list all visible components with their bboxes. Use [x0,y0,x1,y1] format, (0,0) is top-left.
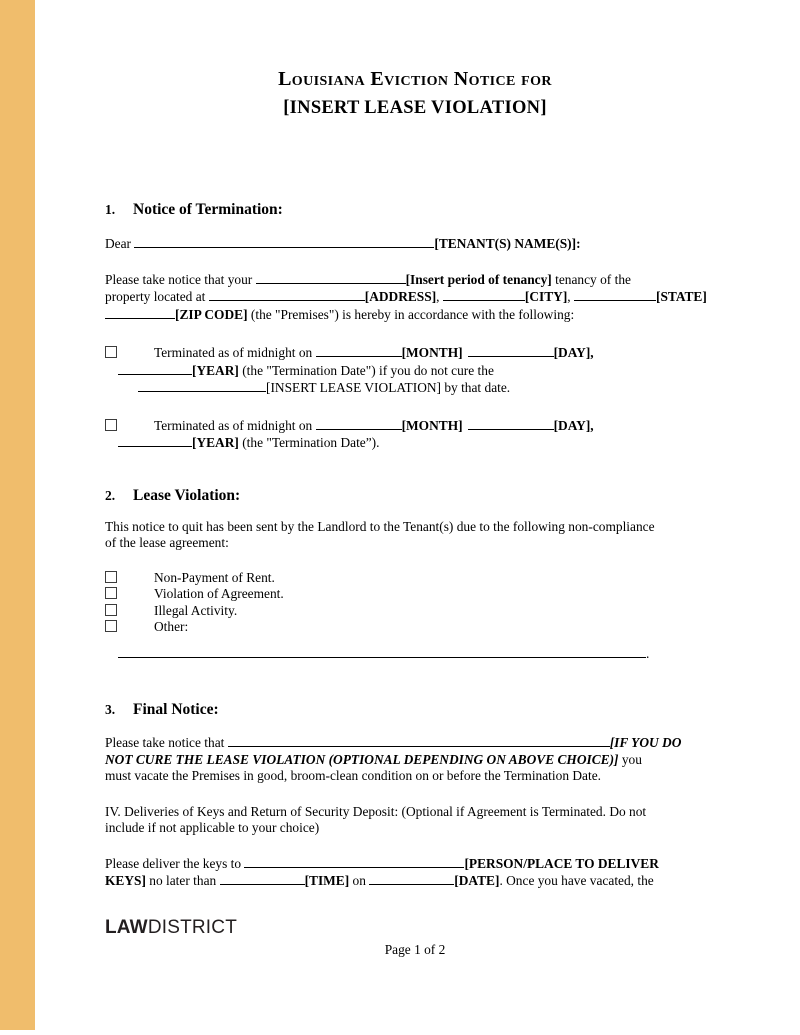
violation-item-illegal [105,603,725,620]
section-3-heading [105,700,725,720]
document-title [105,0,725,122]
illegal-activity-checkbox[interactable] [105,604,117,616]
p3-text: you [618,751,642,767]
blank-other-violation[interactable] [118,645,646,658]
day-label: [DAY], [553,345,594,360]
p3-text: must vacate the Premises in good, broom-clean condition on or before the Termination Date. [105,768,601,783]
p3-text: Please take notice that [105,735,228,750]
paragraph-tenancy [105,271,725,324]
month-label: [MONTH] [401,417,463,433]
non-payment-checkbox[interactable] [105,571,117,583]
blank-month[interactable] [316,417,402,430]
p5-text: . Once you have vacated, the [499,873,654,888]
date-label: [DATE] [454,873,500,888]
lawdistrict-logo [105,917,725,939]
address-label: [ADDRESS] [364,289,437,304]
day-label: [DAY], [553,417,594,433]
section-2-title: Lease Violation: [133,486,241,504]
termination-option-1-checkbox[interactable] [105,346,117,358]
cb1-text: (the "Termination Date") if you do not cure the [238,362,494,378]
cb2-text: (the "Termination Date”). [238,435,380,450]
not-cure-label: NOT CURE THE LEASE VIOLATION (OPTIONAL DEPENDING ON ABOVE CHOICE)] [105,751,619,767]
title-line-1: Louisiana Eviction Notice for [278,68,552,90]
p1-text: tenancy of the [551,271,631,287]
paragraph-final-notice [105,734,725,785]
logo-district: DISTRICT [147,916,238,938]
blank-month[interactable] [316,344,402,357]
violation-of-agreement-checkbox[interactable] [105,587,117,599]
paragraph-lease-violation-intro [105,519,725,552]
other-violation-line [105,645,725,663]
cb1-text: [INSERT LEASE VIOLATION] by that date. [266,380,511,395]
blank-zip-code[interactable] [105,306,175,319]
blank-person-place[interactable] [244,855,464,868]
section-1-heading [105,200,725,220]
section-3-title: Final Notice: [133,701,219,718]
year-label: [YEAR] [192,362,239,378]
p4-text: include if not applicable to your choice) [105,820,320,835]
paragraph-keys-deposit [105,804,725,837]
violation-item-non-payment [105,570,725,587]
blank-lease-violation[interactable] [138,379,266,392]
violation-label: Non-Payment of Rent. [154,569,275,585]
blank-day[interactable] [468,417,554,430]
p1-text: , [567,289,574,304]
blank-period-of-tenancy[interactable] [256,271,406,284]
accent-stripe [0,0,35,1030]
violation-label: Illegal Activity. [154,602,238,618]
violation-item-other [105,619,725,636]
cb1-text: Terminated as of midnight on [154,345,316,360]
dear-text: Dear [105,236,135,251]
termination-option-1 [105,344,725,397]
violation-label: Violation of Agreement. [154,586,284,601]
p5-text: Please deliver the keys to [105,855,245,871]
cb2-text: Terminated as of midnight on [154,417,316,433]
violation-item-agreement [105,586,725,603]
other-period: . [646,645,650,661]
page-number: Page 1 of 2 [384,941,446,957]
blank-time[interactable] [220,872,305,885]
violation-checklist [105,570,725,636]
blank-final-notice[interactable] [228,734,610,747]
p1-text: (the "Premises") is hereby in accordance with the following: [247,306,575,322]
blank-year[interactable] [118,434,192,447]
blank-date[interactable] [369,872,454,885]
blank-day[interactable] [468,344,554,357]
blank-tenant-name[interactable] [134,235,434,248]
title-line-2: [INSERT LEASE VIOLATION] [283,98,547,118]
blank-city[interactable] [443,288,525,301]
p1-text: , [436,289,443,304]
city-label: [CITY] [524,289,568,304]
p1-text: Please take notice that your [105,271,256,287]
tenant-name-label: [TENANT(S) NAME(S)]: [434,236,581,251]
termination-option-2 [105,417,725,452]
p5-text: no later than [145,873,220,888]
state-label: [STATE] [655,289,707,304]
violation-label: Other: [154,619,189,634]
month-label: [MONTH] [401,345,463,360]
period-of-tenancy-label: [Insert period of tenancy] [405,271,552,287]
blank-year[interactable] [118,362,192,375]
dear-line [105,235,725,253]
time-label: [TIME] [304,873,350,888]
p2-text: This notice to quit has been sent by the Landlord to the Tenant(s) due to the following non-compliance [105,518,655,534]
logo-law: LAW [105,916,148,938]
if-you-do-label: [IF YOU DO [609,735,682,750]
blank-address[interactable] [209,288,365,301]
blank-state[interactable] [574,288,656,301]
other-checkbox[interactable] [105,620,117,632]
section-2-heading [105,486,725,506]
document-content [105,0,725,958]
paragraph-deliver-keys [105,855,725,890]
section-1-number: 1. [105,202,116,217]
p5-text: on [349,873,370,888]
p2-text: of the lease agreement: [105,535,229,550]
section-2-number: 2. [105,487,116,503]
p4-text: IV. Deliveries of Keys and Return of Security Deposit: (Optional if Agreement is Terminated. Do not [105,803,647,819]
keys-label: KEYS] [105,873,146,888]
p1-text: property located at [105,289,209,304]
person-place-label: [PERSON/PLACE TO DELIVER [464,855,659,871]
section-3-number: 3. [105,702,116,717]
year-label: [YEAR] [192,435,239,450]
termination-option-2-checkbox[interactable] [105,419,117,431]
zip-code-label: [ZIP CODE] [175,306,248,322]
section-1-title: Notice of Termination: [133,201,283,218]
